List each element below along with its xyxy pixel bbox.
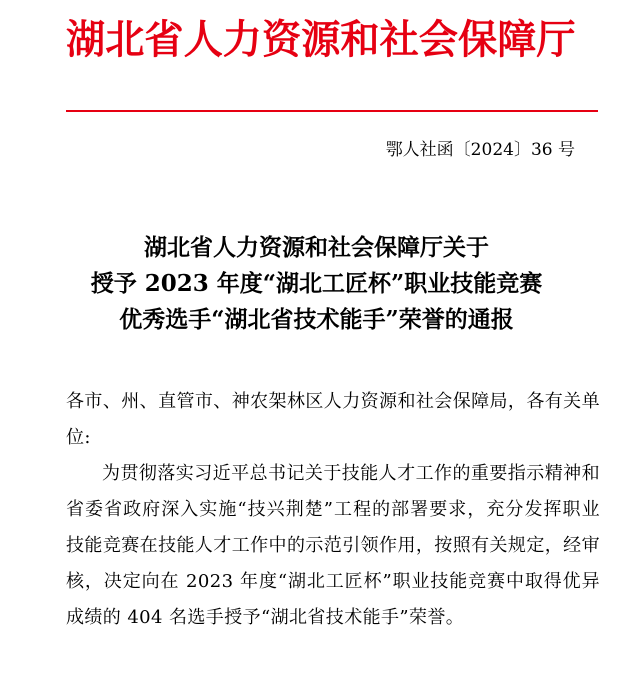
notice-title: [0, 230, 633, 338]
body-paragraph-1: 为贯彻落实习近平总书记关于技能人才工作的重要指示精神和省委省政府深入实施“技兴荆楚”工程的部署要求，充分发挥职业技能竞赛在技能人才工作中的示范引领作用，按照有关规定，经审核，决定向在 2023 年度“湖北工匠杯”职业技能竞赛中取得优异成绩的 404 名选手授予“湖北省技术能手”荣誉。: [66, 463, 600, 628]
red-divider: [66, 110, 598, 112]
body-text: [66, 384, 600, 636]
masthead-title: 湖北省人力资源和社会保障厅: [66, 16, 576, 63]
title-line-3: 优秀选手“湖北省技术能手”荣誉的通报: [119, 306, 514, 333]
salutation: 各市、州、直管市、神农架林区人力资源和社会保障局，各有关单位:: [66, 391, 600, 448]
title-line-2: 授予 2023 年度“湖北工匠杯”职业技能竞赛: [90, 270, 543, 297]
document-number: 鄂人社函〔2024〕36 号: [385, 140, 575, 160]
title-line-1: 湖北省人力资源和社会保障厅关于: [144, 234, 489, 261]
